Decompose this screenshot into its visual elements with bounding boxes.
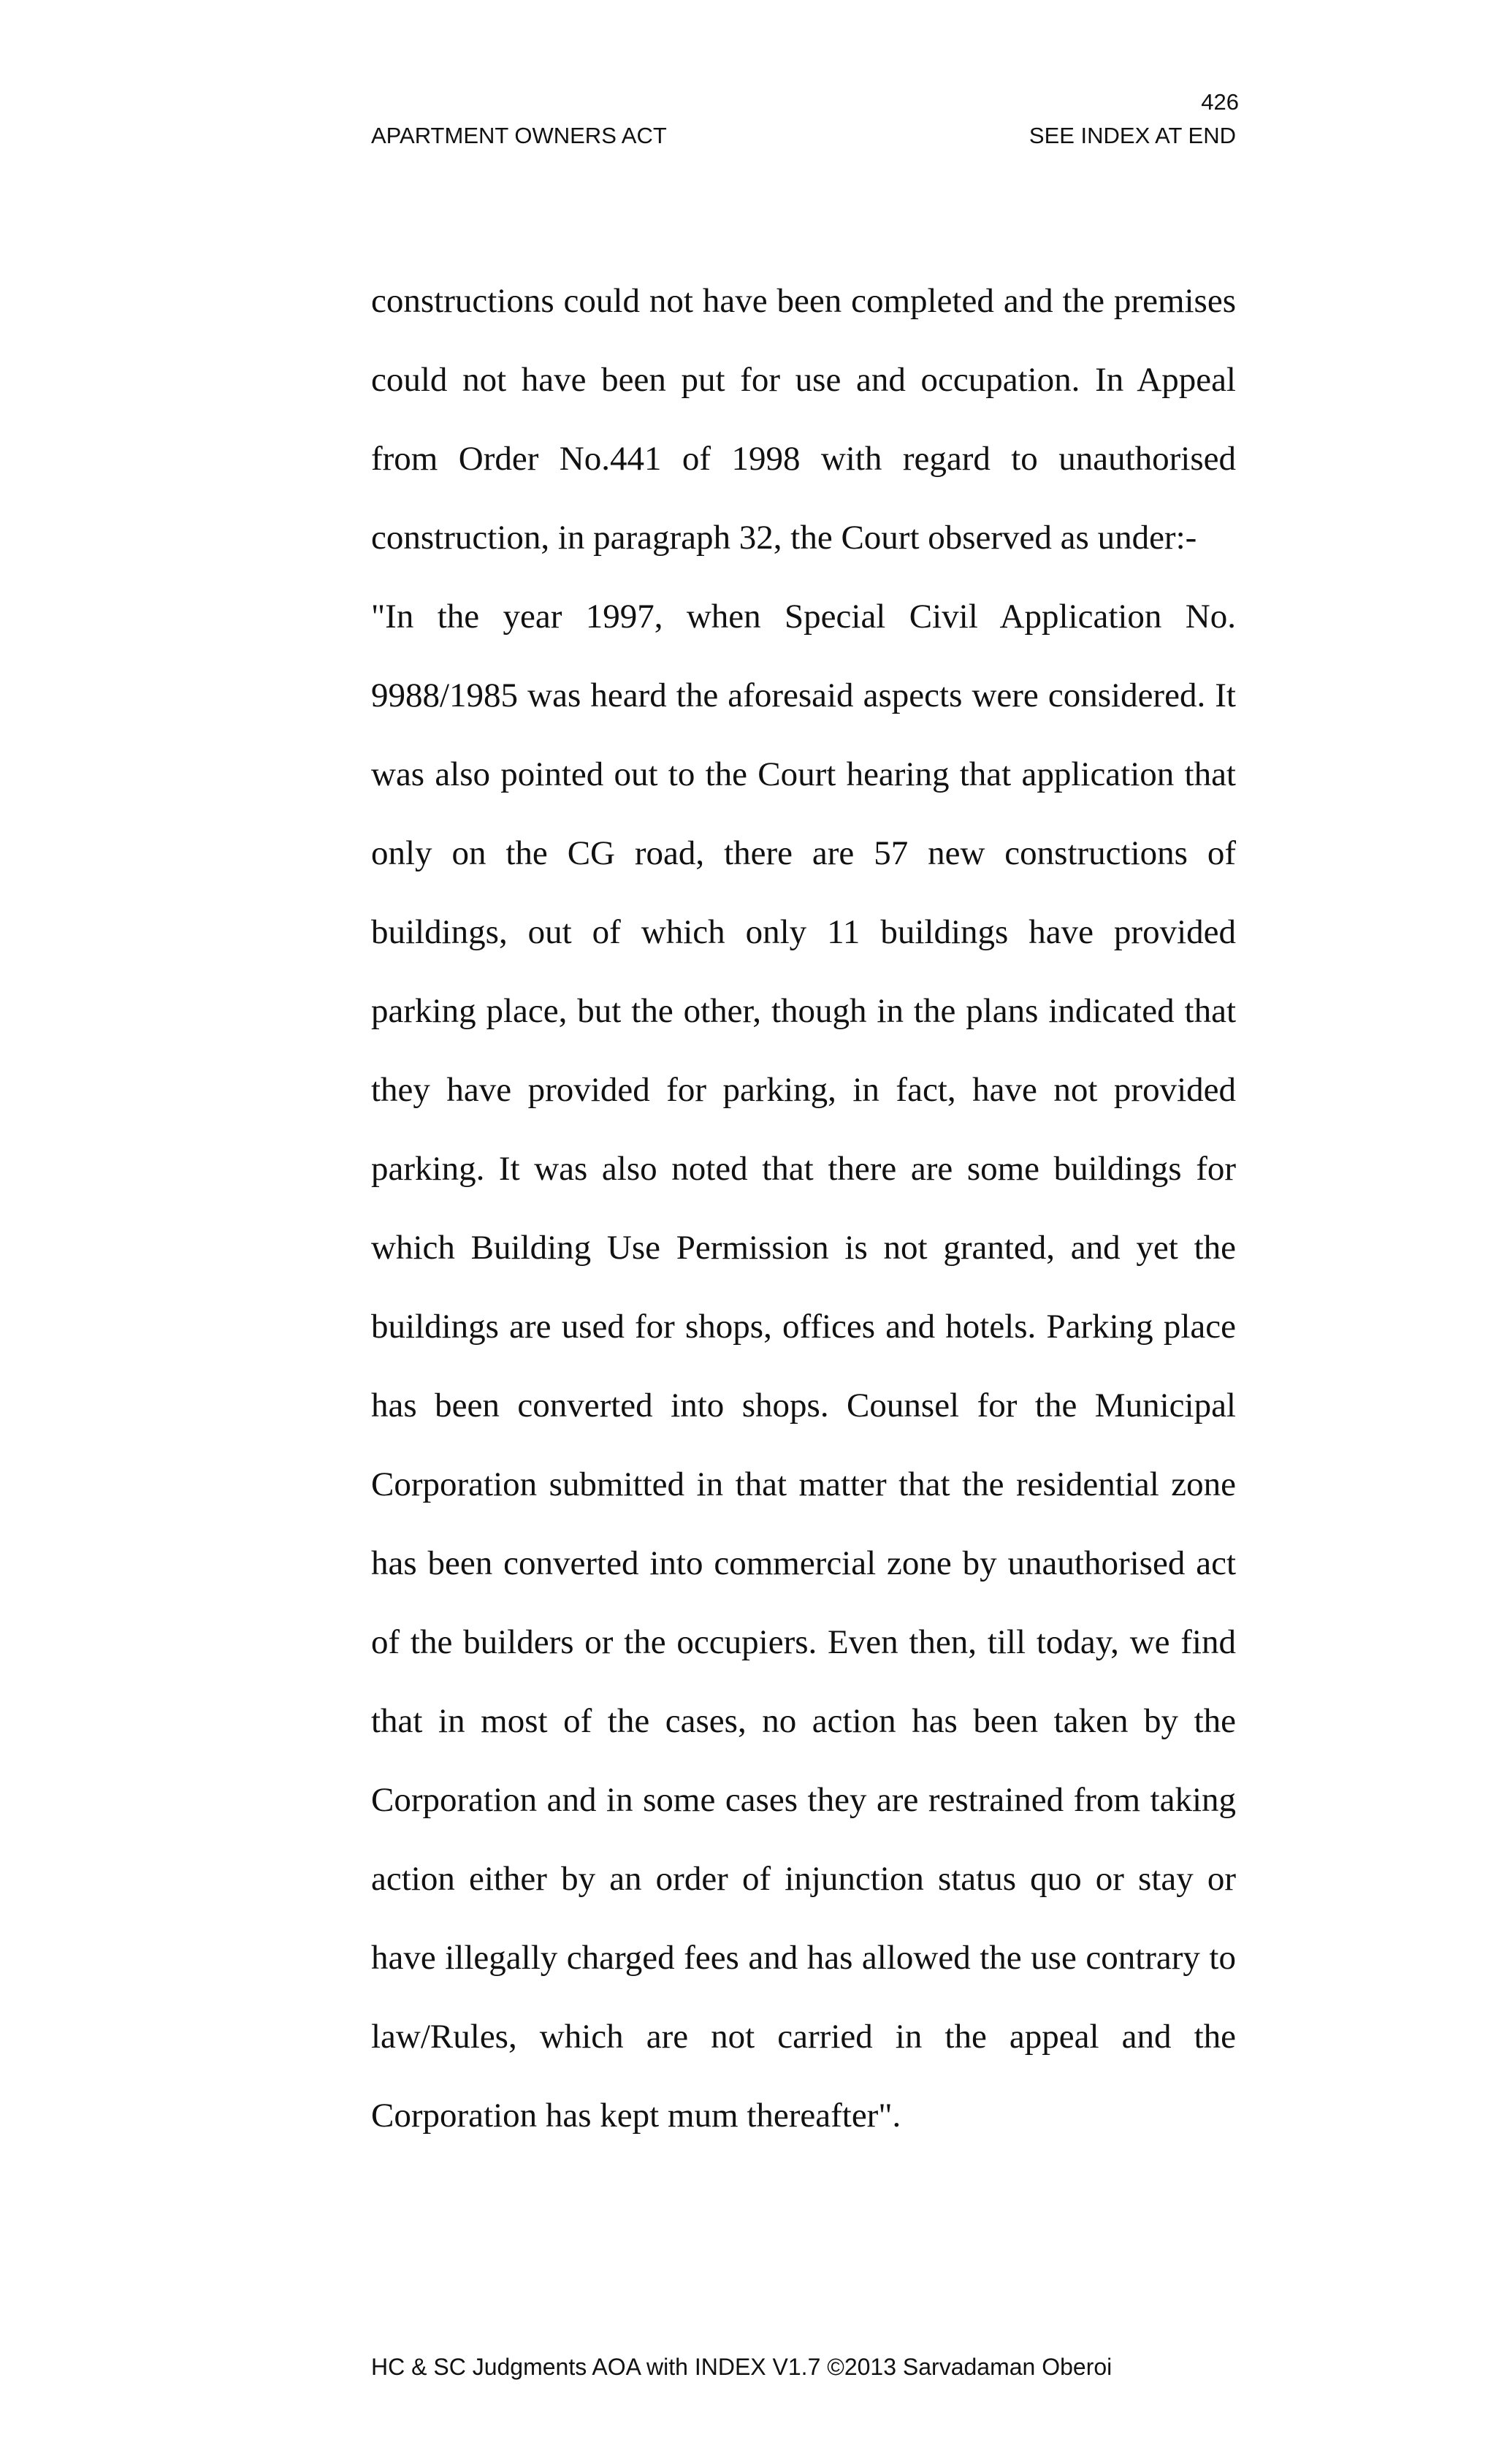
quote-line: buildings, out of which only 11 buildings have provided xyxy=(371,913,1236,951)
quote-line: was also pointed out to the Court hearing that application that xyxy=(371,755,1236,793)
quote-line: parking. It was also noted that there are some buildings for xyxy=(371,1150,1236,1188)
quote-line: buildings are used for shops, offices and hotels. Parking place xyxy=(371,1308,1236,1346)
quote-line: law/Rules, which are not carried in the appeal and the xyxy=(371,2018,1236,2056)
text-line: construction, in paragraph 32, the Court observed as under:- xyxy=(371,519,1197,557)
page-number: 426 xyxy=(1201,89,1239,115)
text-line: from Order No.441 of 1998 with regard to unauthorised xyxy=(371,440,1236,478)
quote-line: have illegally charged fees and has allowed the use contrary to xyxy=(371,1939,1236,1977)
quote-line: "In the year 1997, when Special Civil Application No. xyxy=(371,598,1236,636)
quote-line: has been converted into shops. Counsel for the Municipal xyxy=(371,1387,1236,1424)
body-text xyxy=(371,262,1236,2155)
quote-line: 9988/1985 was heard the aforesaid aspects were considered. It xyxy=(371,676,1236,714)
quote-line: Corporation and in some cases they are restrained from taking xyxy=(371,1781,1236,1819)
quote-line: only on the CG road, there are 57 new constructions of xyxy=(371,834,1236,872)
quote-line: which Building Use Permission is not granted, and yet the xyxy=(371,1229,1236,1267)
quote-line: of the builders or the occupiers. Even then, till today, we find xyxy=(371,1623,1236,1661)
text-line: could not have been put for use and occupation. In Appeal xyxy=(371,361,1236,399)
index-note: SEE INDEX AT END xyxy=(1028,123,1236,148)
quote-line: Corporation submitted in that matter that the residential zone xyxy=(371,1465,1236,1503)
quote-line: that in most of the cases, no action has been taken by the xyxy=(371,1702,1236,1740)
quote-line: Corporation has kept mum thereafter". xyxy=(371,2097,901,2135)
quote-line: has been converted into commercial zone by unauthorised act xyxy=(371,1544,1236,1582)
quote-line: parking place, but the other, though in the plans indicated that xyxy=(371,992,1236,1030)
quote-line: action either by an order of injunction status quo or stay or xyxy=(371,1860,1236,1898)
footer-credit: HC & SC Judgments AOA with INDEX V1.7 ©2013 Sarvadaman Oberoi xyxy=(371,2354,1113,2380)
running-title: APARTMENT OWNERS ACT xyxy=(371,123,667,148)
quote-line: they have provided for parking, in fact, have not provided xyxy=(371,1071,1236,1109)
text-line: constructions could not have been completed and the premises xyxy=(371,282,1236,320)
